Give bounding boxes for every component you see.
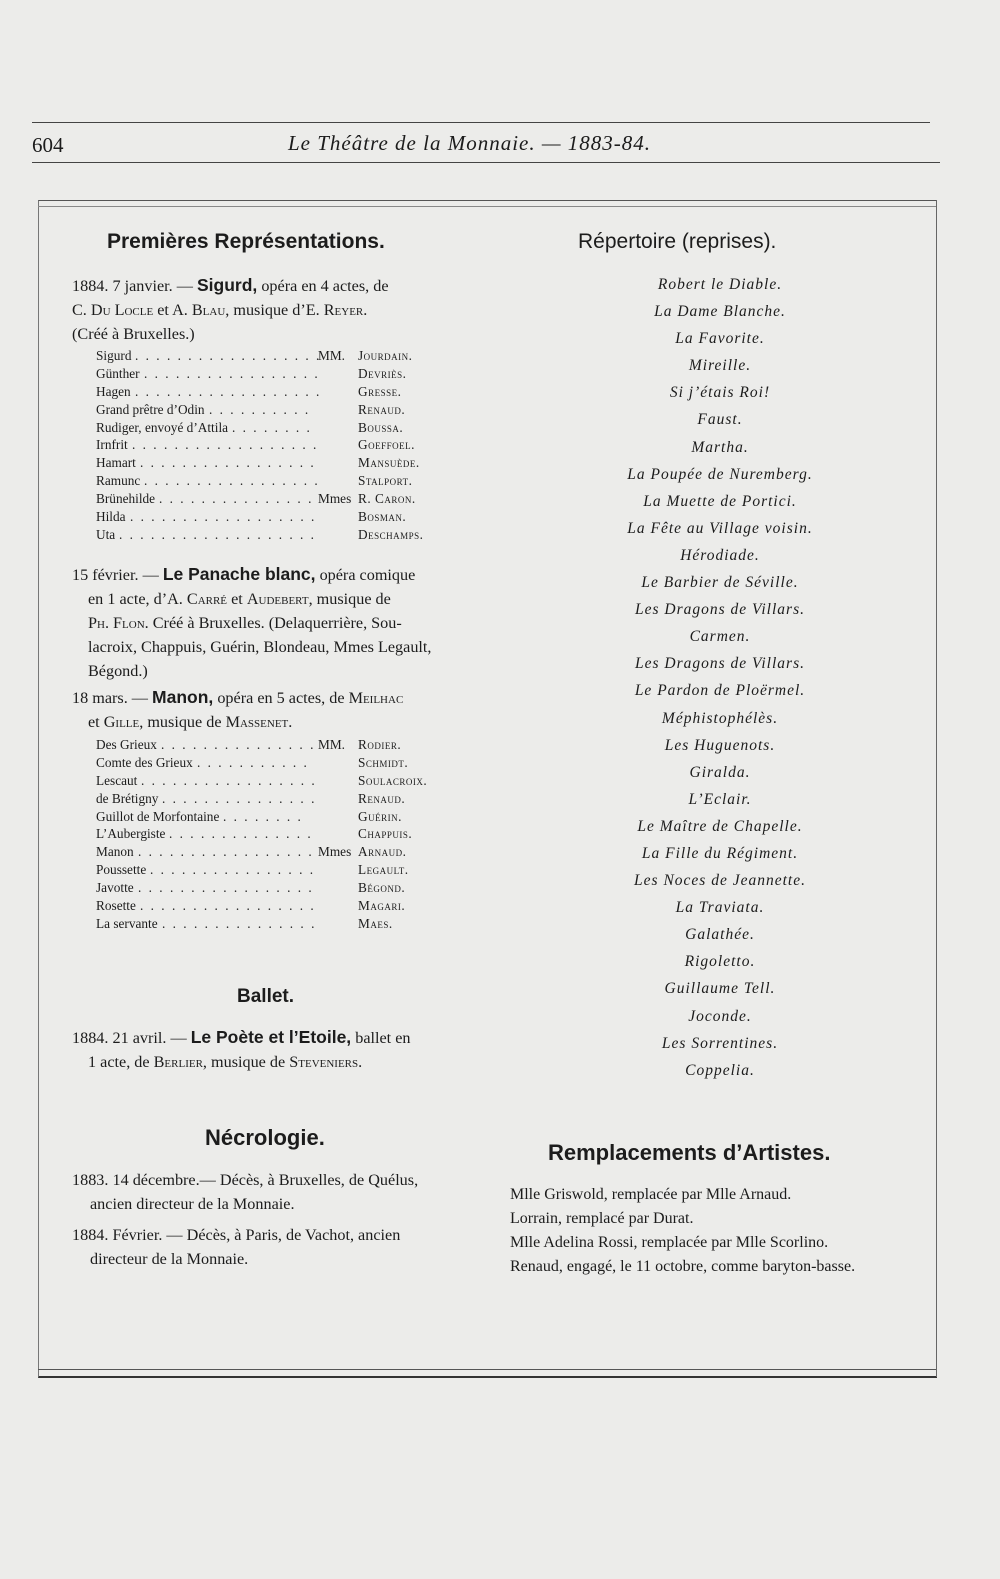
cast-role: Rudiger, envoyé d’Attila bbox=[96, 419, 229, 435]
sigurd-desc: opéra en 4 actes, de bbox=[261, 277, 389, 295]
text: 1 acte, de bbox=[88, 1053, 154, 1071]
remplacement-line: Lorrain, remplacé par Durat. bbox=[510, 1210, 694, 1227]
repertoire-item: Joconde. bbox=[688, 1007, 752, 1025]
repertoire-item: La Fête au Village voisin. bbox=[627, 519, 813, 537]
text: et A. bbox=[153, 301, 192, 319]
panache-cast-line: lacroix, Chappuis, Guérin, Blondeau, Mmes Legault, bbox=[88, 638, 432, 656]
repertoire-item: Le Barbier de Séville. bbox=[641, 574, 799, 592]
repertoire-item: Martha. bbox=[691, 438, 749, 456]
dot-leader: . . . . . . . . . . . . . . . . . bbox=[138, 880, 314, 896]
cast-prefix: MM. bbox=[318, 737, 345, 752]
ballet-entry bbox=[72, 1025, 467, 1074]
cast-name: Renaud. bbox=[358, 790, 406, 806]
cast-role: Comte des Grieux bbox=[96, 754, 193, 770]
repertoire-item: Coppelia. bbox=[685, 1061, 755, 1079]
repertoire-item: Mireille. bbox=[688, 357, 752, 375]
repertoire-item: Les Huguenots. bbox=[664, 736, 776, 754]
dot-leader: . . . . . . . . . . . . . . . bbox=[162, 915, 317, 931]
premieres-heading: Premières Représentations. bbox=[107, 230, 385, 253]
text: en 1 acte, d’A. bbox=[88, 590, 187, 608]
cast-name: Legault. bbox=[358, 862, 409, 878]
cast-role: Günther bbox=[96, 365, 140, 381]
cast-row bbox=[96, 915, 466, 933]
cast-name: Goeffoel. bbox=[358, 437, 415, 453]
cast-name: Soulacroix. bbox=[358, 772, 428, 788]
cast-prefix: MM. bbox=[318, 348, 345, 363]
repertoire-item: Hérodiade. bbox=[680, 546, 760, 564]
text: C. bbox=[72, 301, 91, 319]
author-name: Gille bbox=[103, 713, 140, 731]
cast-role: Hagen bbox=[96, 383, 131, 399]
dot-leader: . . . . . . . . . . . . . . . bbox=[159, 491, 314, 507]
text: . bbox=[288, 713, 293, 731]
text: . bbox=[363, 301, 368, 319]
sigurd-entry bbox=[72, 273, 467, 346]
cast-role: L’Aubergiste bbox=[96, 826, 166, 842]
cast-prefix: Mmes bbox=[318, 491, 352, 507]
repertoire-item: Les Dragons de Villars. bbox=[635, 601, 805, 619]
repertoire-item: Le Pardon de Ploërmel. bbox=[634, 682, 806, 700]
dot-leader: . . . . . . . . . . . . . . . . . . bbox=[130, 509, 317, 525]
cast-name: Bégond. bbox=[358, 880, 406, 896]
manon-entry bbox=[72, 685, 467, 734]
cast-row bbox=[96, 861, 466, 879]
repertoire-item: La Dame Blanche. bbox=[654, 303, 786, 321]
cast-row bbox=[96, 808, 466, 826]
cast-role: Hilda bbox=[96, 509, 126, 525]
dot-leader: . . . . . . . . . . . . . . . bbox=[162, 790, 317, 806]
ballet-desc: ballet en bbox=[355, 1029, 411, 1047]
cast-name: Boussa. bbox=[358, 419, 404, 435]
repertoire-item: Faust. bbox=[697, 411, 743, 429]
panache-entry bbox=[72, 562, 467, 683]
frame-rule bbox=[38, 206, 936, 207]
text: et bbox=[88, 713, 104, 731]
manon-date: 18 mars. — bbox=[72, 689, 148, 707]
repertoire-item: La Poupée de Nuremberg. bbox=[627, 465, 813, 483]
composer-name: Steveniers bbox=[289, 1053, 359, 1071]
sigurd-note: (Créé à Bruxelles.) bbox=[72, 325, 195, 343]
cast-name: Maes. bbox=[358, 915, 393, 931]
dot-leader: . . . . . . . . . . bbox=[209, 401, 311, 417]
cast-role: Lescaut bbox=[96, 772, 138, 788]
necrologie-line: ancien directeur de la Monnaie. bbox=[90, 1195, 295, 1213]
remplacements-list bbox=[510, 1183, 930, 1279]
cast-row bbox=[96, 454, 466, 472]
text: . bbox=[358, 1053, 363, 1071]
header-rule bbox=[32, 122, 930, 123]
dot-leader: . . . . . . . . . . . . . . . . . bbox=[144, 473, 320, 489]
author-name: Berlier bbox=[153, 1053, 203, 1071]
sigurd-title: Sigurd, bbox=[197, 275, 258, 295]
remplacement-line: Mlle Adelina Rossi, remplacée par Mlle Scorlino. bbox=[510, 1234, 829, 1251]
cast-role: Uta bbox=[96, 526, 116, 542]
panache-desc: opéra comique bbox=[319, 566, 416, 584]
repertoire-item: Giralda. bbox=[689, 763, 751, 781]
repertoire-item: Si j’étais Roi! bbox=[669, 384, 771, 402]
repertoire-item: Guillaume Tell. bbox=[664, 980, 776, 998]
frame-rule bbox=[38, 1369, 936, 1370]
cast-row bbox=[96, 897, 466, 915]
dot-leader: . . . . . . . . . . . . . . . . . . . bbox=[119, 526, 316, 542]
composer-name: Ph. Flon bbox=[88, 614, 145, 632]
sigurd-date: 1884. 7 janvier. — bbox=[72, 277, 193, 295]
cast-row bbox=[96, 472, 466, 490]
cast-row bbox=[96, 347, 466, 365]
header-rule bbox=[32, 162, 940, 163]
necrologie-line: directeur de la Monnaie. bbox=[90, 1250, 249, 1268]
cast-name: Mansuède. bbox=[358, 455, 420, 471]
cast-role: Des Grieux bbox=[96, 737, 157, 752]
cast-row bbox=[96, 401, 466, 419]
cast-name: Schmidt. bbox=[358, 754, 409, 770]
text: , musique d’E. bbox=[225, 301, 324, 319]
cast-row bbox=[96, 736, 466, 754]
panache-cast-line: Bégond.) bbox=[88, 662, 148, 680]
author-name: Du Locle bbox=[90, 301, 154, 319]
repertoire-list bbox=[555, 271, 885, 1084]
repertoire-item: Le Maître de Chapelle. bbox=[637, 817, 803, 835]
cast-role: Sigurd bbox=[96, 348, 132, 363]
necrologie-entry bbox=[72, 1223, 470, 1271]
repertoire-item: La Muette de Portici. bbox=[643, 492, 797, 510]
cast-role: Brünehilde bbox=[96, 491, 156, 507]
repertoire-item: Les Dragons de Villars. bbox=[635, 655, 805, 673]
text: , musique de bbox=[308, 590, 391, 608]
composer-name: Massenet bbox=[225, 713, 289, 731]
cast-row bbox=[96, 843, 466, 861]
ballet-date: 1884. 21 avril. — bbox=[72, 1029, 187, 1047]
dot-leader: . . . . . . . . . . . . . . . . . . bbox=[135, 383, 322, 399]
cast-name: Jourdain. bbox=[358, 348, 413, 363]
repertoire-item: Rigoletto. bbox=[684, 953, 756, 971]
composer-name: Reyer bbox=[323, 301, 364, 319]
cast-role: Guillot de Morfontaine bbox=[96, 808, 220, 824]
sigurd-cast-list bbox=[96, 347, 466, 544]
cast-row bbox=[96, 790, 466, 808]
cast-row bbox=[96, 419, 466, 437]
remplacement-line: Renaud, engagé, le 11 octobre, comme baryton-basse. bbox=[510, 1258, 856, 1275]
author-name: Blau bbox=[191, 301, 226, 319]
cast-role: Ramunc bbox=[96, 473, 141, 489]
text: et bbox=[227, 590, 247, 608]
repertoire-item: La Traviata. bbox=[675, 899, 765, 917]
necrologie-line: 1883. 14 décembre.— Décès, à Bruxelles, de Quélus, bbox=[72, 1171, 419, 1189]
manon-title: Manon, bbox=[152, 687, 214, 707]
dot-leader: . . . . . . . . . . . bbox=[197, 754, 309, 770]
panache-title: Le Panache blanc, bbox=[162, 564, 316, 584]
necrologie-line: 1884. Février. — Décès, à Paris, de Vachot, ancien bbox=[72, 1226, 401, 1244]
author-name: Audebert bbox=[246, 590, 309, 608]
cast-name: Chappuis. bbox=[358, 826, 413, 842]
author-name: Carré bbox=[186, 590, 228, 608]
cast-name: Stalport. bbox=[358, 473, 413, 489]
text: opéra en 5 actes, de bbox=[217, 689, 349, 707]
repertoire-item: Galathée. bbox=[685, 926, 755, 944]
necrologie-entry bbox=[72, 1168, 470, 1216]
repertoire-item: Robert le Diable. bbox=[657, 276, 783, 293]
cast-name: Renaud. bbox=[358, 401, 406, 417]
panache-date: 15 février. — bbox=[72, 566, 159, 584]
cast-name: Bosman. bbox=[358, 509, 407, 525]
dot-leader: . . . . . . . . . . . . . . . . . bbox=[140, 898, 316, 914]
cast-row bbox=[96, 383, 466, 401]
repertoire-item: Les Sorrentines. bbox=[661, 1034, 779, 1052]
manon-cast-list bbox=[96, 736, 466, 933]
cast-row bbox=[96, 825, 466, 843]
cast-row bbox=[96, 526, 466, 544]
cast-row bbox=[96, 490, 466, 508]
repertoire-item: L’Eclair. bbox=[688, 790, 752, 808]
repertoire-item: Les Noces de Jeannette. bbox=[634, 872, 806, 890]
remplacements-heading: Remplacements d’Artistes. bbox=[548, 1140, 831, 1165]
dot-leader: . . . . . . . . . . . . . . . . . . bbox=[135, 348, 322, 363]
cast-name: Devriès. bbox=[358, 365, 407, 381]
cast-role: Irnfrit bbox=[96, 437, 128, 453]
ballet-heading: Ballet. bbox=[237, 986, 295, 1007]
cast-role: Grand prêtre d’Odin bbox=[96, 401, 205, 417]
dot-leader: . . . . . . . . . . . . . . . . . bbox=[144, 365, 320, 381]
repertoire-item: Carmen. bbox=[689, 628, 751, 646]
cast-name: Magari. bbox=[358, 898, 406, 914]
repertoire-item: La Fille du Régiment. bbox=[641, 844, 799, 862]
cast-role: Manon bbox=[96, 844, 134, 860]
dot-leader: . . . . . . . . bbox=[223, 808, 303, 824]
dot-leader: . . . . . . . . . . . . . . . . . bbox=[141, 772, 317, 788]
repertoire-item: La Favorite. bbox=[675, 330, 765, 348]
cast-role: La servante bbox=[96, 915, 158, 931]
dot-leader: . . . . . . . . . . . . . . . . . . bbox=[132, 437, 319, 453]
text: , musique de bbox=[202, 1053, 290, 1071]
cast-name: Deschamps. bbox=[358, 526, 424, 542]
cast-prefix: Mmes bbox=[318, 844, 352, 860]
cast-row bbox=[96, 772, 466, 790]
text: , musique de bbox=[139, 713, 226, 731]
cast-row bbox=[96, 365, 466, 383]
dot-leader: . . . . . . . . . . . . . . . bbox=[161, 737, 316, 752]
running-title: Le Théâtre de la Monnaie. — 1883-84. bbox=[288, 131, 652, 155]
frame-rule bbox=[936, 200, 937, 1377]
remplacement-line: Mlle Griswold, remplacée par Mlle Arnaud. bbox=[510, 1186, 792, 1203]
text: . Créé à Bruxelles. (Delaquerrière, Sou- bbox=[144, 614, 402, 632]
dot-leader: . . . . . . . . . . . . . . . . . bbox=[138, 844, 314, 860]
dot-leader: . . . . . . . . . . . . . . . . bbox=[150, 862, 316, 878]
cast-name: R. Caron. bbox=[358, 491, 416, 507]
cast-name: Arnaud. bbox=[358, 844, 407, 860]
cast-role: Rosette bbox=[96, 898, 136, 914]
cast-name: Gresse. bbox=[358, 383, 402, 399]
page-number: 604 bbox=[32, 133, 64, 157]
cast-role: Poussette bbox=[96, 862, 147, 878]
ballet-title: Le Poète et l’Etoile, bbox=[190, 1027, 352, 1047]
cast-row bbox=[96, 754, 466, 772]
cast-row bbox=[96, 508, 466, 526]
dot-leader: . . . . . . . . . . . . . . bbox=[169, 826, 313, 842]
cast-role: Javotte bbox=[96, 880, 134, 896]
repertoire-item: Méphistophélès. bbox=[661, 709, 779, 727]
cast-name: Rodier. bbox=[358, 737, 402, 752]
cast-name: Guérin. bbox=[358, 808, 402, 824]
author-name: Meilhac bbox=[348, 689, 404, 707]
dot-leader: . . . . . . . . bbox=[232, 419, 312, 435]
cast-role: de Brétigny bbox=[96, 790, 159, 806]
cast-role: Hamart bbox=[96, 455, 136, 471]
dot-leader: . . . . . . . . . . . . . . . . . bbox=[140, 455, 316, 471]
necrologie-heading: Nécrologie. bbox=[205, 1125, 325, 1150]
cast-row bbox=[96, 879, 466, 897]
repertoire-heading: Répertoire (reprises). bbox=[578, 230, 777, 253]
cast-row bbox=[96, 436, 466, 454]
